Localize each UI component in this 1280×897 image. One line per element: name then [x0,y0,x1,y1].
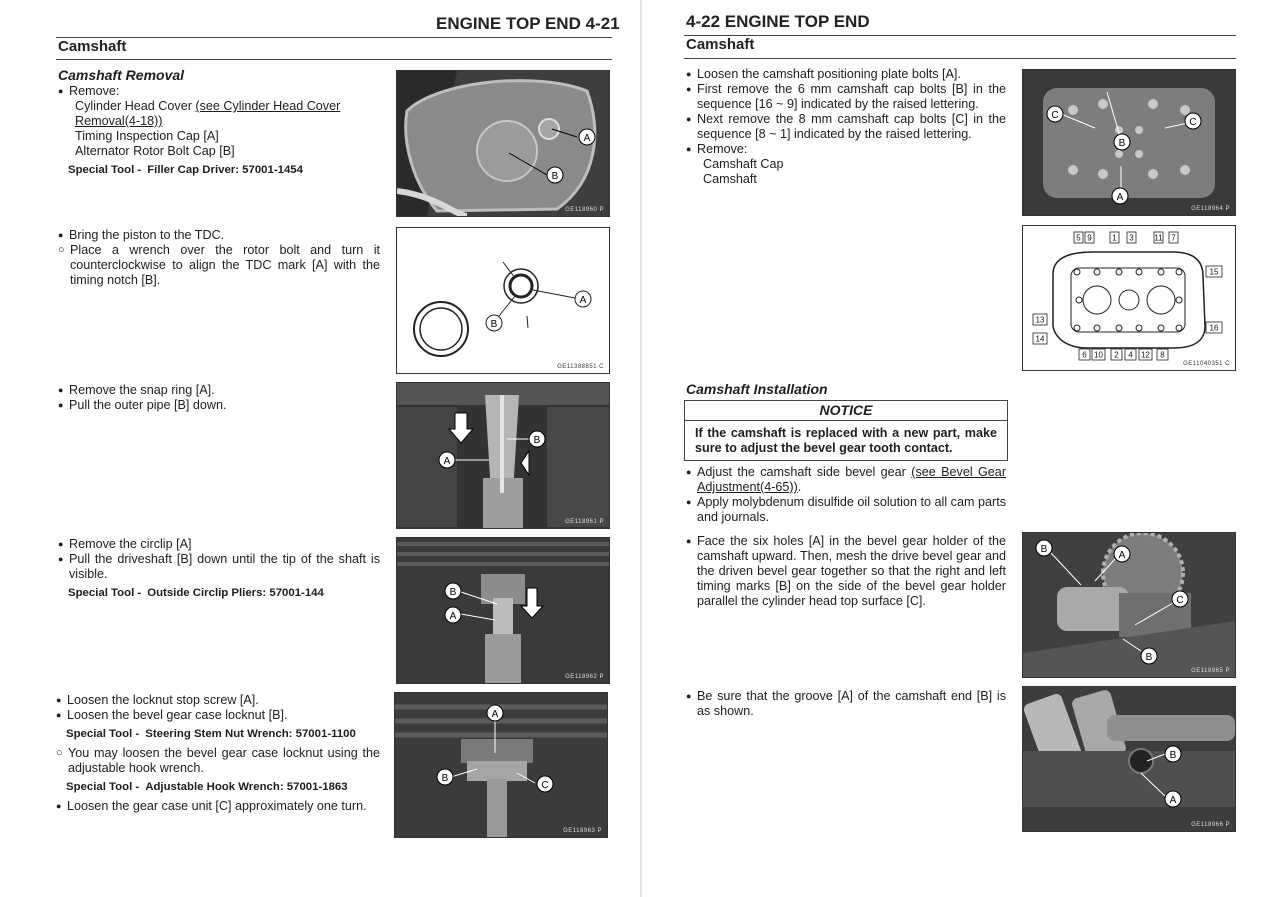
cover-removal-link[interactable]: (see Cylinder Head Cover Removal(4-18)) [75,99,341,128]
callout-b: B [1145,652,1153,663]
eight-mm-bolts-step: ● Next remove the 8 mm camshaft cap bolts [C] in the sequence [8 ~ 1] indicated by the raised lettering. [686,112,1006,142]
special-tool-line [68,586,380,601]
sequence-label: 2 [1114,350,1119,360]
circlip-step: ● Remove the circlip [A] [58,537,380,552]
header-rule [684,35,1236,36]
callout-a: A [583,133,591,144]
callout-b: B [1169,750,1177,761]
remove-item-timing-cap: Timing Inspection Cap [A] [75,129,219,143]
groove-check-step: ● Be sure that the groove [A] of the camshaft end [B] is as shown. [686,689,1006,719]
sequence-label: 12 [1141,350,1150,360]
outer-pipe-step: ● Pull the outer pipe [B] down. [58,398,380,413]
figure-code: GE118963 P [563,828,602,834]
callout-a: A [443,456,451,467]
driveshaft-step: ● Pull the driveshaft [B] down until the tip of the shaft is visible. [58,552,380,582]
locknut-screw-step: ● Loosen the locknut stop screw [A]. [56,693,380,708]
special-tool-name: Adjustable Hook Wrench: 57001-1863 [145,781,348,793]
sequence-label: 11 [1154,233,1163,243]
cap-bolts-illustration [1023,70,1235,215]
tdc-block [58,228,380,288]
circlip-block [58,537,380,605]
bevel-gear-adjust-text: Adjust the camshaft side bevel gear [697,465,912,479]
figure-tdc-diagram [396,227,610,374]
special-tool-name: Outside Circlip Pliers: 57001-144 [147,587,324,599]
apply-oil-step: ● Apply molybdenum disulfide oil solution to all cam parts and journals. [686,495,1006,525]
groove-block [686,689,1006,719]
outer-pipe-illustration [397,383,609,528]
special-tool-label: Special Tool - [66,728,140,740]
bevel-gear-adjust-end: . [797,480,802,494]
sequence-label: 4 [1128,350,1133,360]
sequence-label: 6 [1082,350,1087,360]
right-running-head: 4-22 ENGINE TOP END [686,12,870,31]
callout-a: A [1116,192,1124,203]
right-section-title: Camshaft [686,36,755,53]
callout-a: A [491,709,499,720]
driveshaft-illustration [397,538,609,683]
remove-step: ● Remove: [58,84,380,99]
remove-step: ● Remove: [686,142,1006,157]
six-mm-bolts-step: ● First remove the 6 mm camshaft cap bolts [B] in the sequence [16 ~ 9] indicated by the raised lettering. [686,82,1006,112]
figure-cap-bolts-photo [1022,69,1236,216]
figure-outer-pipe-photo [396,382,610,529]
callout-a: A [579,295,587,306]
plate-bolts-step: ● Loosen the camshaft positioning plate bolts [A]. [686,67,1006,82]
section-rule [56,59,612,60]
timing-cap-illustration [397,71,609,216]
locknut-illustration [395,693,607,837]
callout-b: B [490,319,498,330]
figure-timing-cap-photo [396,70,610,217]
figure-code: GE118965 P [1191,668,1230,674]
snap-ring-step: ● Remove the snap ring [A]. [58,383,380,398]
special-tool-label: Special Tool - [66,781,140,793]
figure-code: GE118964 P [1191,206,1230,212]
sequence-label: 5 [1076,233,1081,243]
installation-heading [686,382,1008,398]
camshaft-groove-illustration [1023,687,1235,831]
figure-code: GE118962 P [565,674,604,680]
figure-code: GE118960 P [565,207,604,213]
sequence-label: 16 [1209,323,1219,333]
notice-title: NOTICE [685,401,1007,421]
callout-b: B [1118,138,1126,149]
removal-subtitle: Camshaft Removal [58,67,185,83]
figure-code: GE11388851 C [557,364,604,370]
bevel-gear-link[interactable]: (see Bevel Gear Adjustment(4-65)) [697,465,1007,494]
remove-item-cover [58,99,380,129]
figure-code: GE11040351 C [1183,361,1230,367]
figure-driveshaft-photo [396,537,610,684]
section-rule [684,58,1236,59]
remove-item-cap: Camshaft Cap [703,157,784,171]
remove-item-rotor-cap: Alternator Rotor Bolt Cap [B] [75,144,235,158]
sequence-label: 14 [1035,334,1045,344]
left-running-head: ENGINE TOP END 4-21 [436,14,620,33]
callout-b: B [533,435,541,446]
tdc-step: ● Bring the piston to the TDC. [58,228,380,243]
special-tool-name: Steering Stem Nut Wrench: 57001-1100 [145,728,356,740]
installation-steps [686,465,1006,525]
cap-bolts-block [686,67,1006,187]
locknut-block [56,693,380,814]
callout-b: B [1040,544,1048,555]
special-tool-line [68,163,380,178]
remove-item-camshaft: Camshaft [703,172,757,186]
tdc-note: ○ Place a wrench over the rotor bolt and turn it counterclockwise to align the TDC mark [A] with the timing notch [B]. [58,243,380,288]
callout-b: B [449,587,457,598]
bevel-gear-adjust-step [686,465,1006,495]
timing-marks-step: ● Face the six holes [A] in the bevel gear holder of the camshaft upward. Then, mesh the drive bevel gear and the driven bevel gear together so that the right and left timing marks [B] on the side of the bevel gear holder parallel the cylinder head top surface [C]. [686,534,1006,609]
timing-block [686,534,1006,609]
notice-text: If the camshaft is replaced with a new part, make sure to adjust the bevel gear tooth contact. [695,426,997,455]
callout-a: A [449,611,457,622]
gear-case-step: ● Loosen the gear case unit [C] approximately one turn. [56,799,380,814]
left-section-title: Camshaft [58,38,127,55]
special-tool-label: Special Tool - [68,164,142,176]
bevel-gear-illustration [1023,533,1235,677]
special-tool-label: Special Tool - [68,587,142,599]
hook-wrench-note: ○ You may loosen the bevel gear case locknut using the adjustable hook wrench. [56,746,380,776]
right-page [642,0,1280,897]
figure-code: GE118966 P [1191,822,1230,828]
figure-bolt-sequence [1022,225,1236,371]
figure-code: GE118961 P [565,519,604,525]
bolt-sequence-diagram [1023,226,1235,370]
figure-camshaft-groove-photo [1022,686,1236,832]
callout-b: B [551,171,559,182]
removal-block [58,68,380,182]
callout-c: C [1176,595,1184,606]
figure-locknut-photo [394,692,608,838]
sequence-label: 15 [1209,267,1219,277]
special-tool-line [66,727,380,742]
tdc-illustration [397,228,609,373]
locknut-step: ● Loosen the bevel gear case locknut [B]. [56,708,380,723]
callout-c: C [1189,117,1197,128]
sequence-label: 7 [1171,233,1176,243]
remove-item-cover-text: Cylinder Head Cover [75,99,196,113]
special-tool-line [66,780,380,795]
sequence-label: 1 [1112,233,1117,243]
sequence-label: 3 [1129,233,1134,243]
callout-b: B [441,773,449,784]
notice-box [684,400,1008,461]
callout-c: C [1051,110,1059,121]
installation-subtitle: Camshaft Installation [686,381,828,397]
callout-c: C [541,780,549,791]
snap-ring-block [58,383,380,413]
sequence-label: 8 [1160,350,1165,360]
callout-a: A [1118,550,1126,561]
special-tool-name: Filler Cap Driver: 57001-1454 [147,164,303,176]
figure-bevel-gear-photo [1022,532,1236,678]
sequence-label: 9 [1087,233,1092,243]
header-rule [56,37,612,38]
sequence-label: 10 [1094,350,1103,360]
sequence-label: 13 [1035,315,1045,325]
callout-a: A [1169,795,1177,806]
